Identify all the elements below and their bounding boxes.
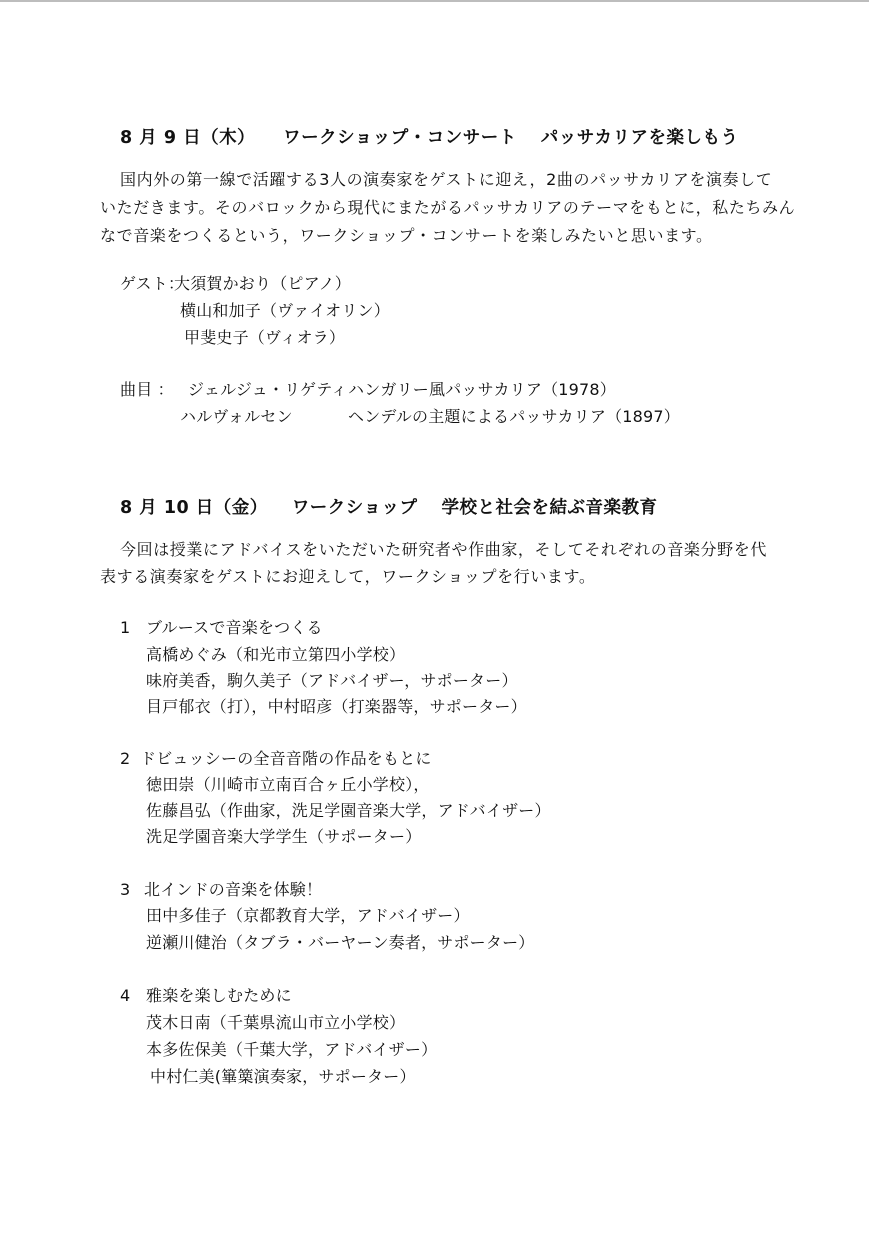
workshop-title: 雅楽を楽しむために	[146, 986, 292, 1005]
workshop-title: ドビュッシーの全音音階の作品をもとに	[140, 749, 432, 768]
section2-heading-title: 学校と社会を結ぶ音楽教育	[441, 498, 658, 518]
workshop-number: 1	[120, 618, 131, 637]
workshop-person: 佐藤昌弘（作曲家，洗足学園音楽大学，アドバイザー）	[146, 801, 551, 820]
guest-item: 大須賀かおり（ピアノ）	[174, 274, 351, 293]
section2-heading	[120, 498, 657, 518]
workshop-person: 逆瀬川健治（タブラ・バーヤーン奏者，サポーター）	[146, 933, 535, 952]
section2-paragraph-line: 表する演奏家をゲストにお迎えして，ワークショップを行います。	[100, 567, 596, 586]
workshop-person: 洗足学園音楽大学学生（サポーター）	[146, 827, 422, 846]
program-composer: ジェルジュ・リゲティ	[188, 380, 348, 399]
program-label: 曲目 ：	[120, 380, 174, 399]
workshop-person: 目戸郁衣（打），中村昭彦（打楽器等，サポーター）	[146, 697, 527, 716]
guest-label: ゲスト：	[120, 274, 185, 293]
section1-paragraph-line: 国内外の第一線で活躍する3人の演奏家をゲストに迎え，2曲のパッサカリアを演奏して	[120, 170, 773, 189]
section2-heading-date: 8 月 10 日（金）	[120, 498, 268, 518]
workshop-person: 茂木日南（千葉県流山市立小学校）	[146, 1013, 406, 1032]
top-border-line	[0, 0, 869, 2]
program-piece: ハンガリー風パッサカリア（1978）	[348, 380, 616, 399]
section1-heading-date: 8 月 9 日（木）	[120, 128, 256, 148]
workshop-person: 徳田崇（川崎市立南百合ヶ丘小学校），	[146, 775, 430, 794]
workshop-person: 中村仁美(篳篥演奏家，サポーター）	[150, 1067, 416, 1086]
workshop-person: 味府美香，駒久美子（アドバイザー，サポーター）	[146, 671, 518, 690]
workshop-title: ブルースで音楽をつくる	[146, 618, 323, 637]
section2-paragraph-line: 今回は授業にアドバイスをいただいた研究者や作曲家，そしてそれぞれの音楽分野を代	[120, 540, 767, 559]
section1-heading-title: パッサカリアを楽しもう	[540, 128, 739, 148]
section1-paragraph-line: いただきます。そのバロックから現代にまたがるパッサカリアのテーマをもとに，私たちみん	[100, 198, 796, 217]
workshop-person: 本多佐保美（千葉大学，アドバイザー）	[146, 1040, 438, 1059]
guest-item: 甲斐史子（ヴィオラ）	[184, 328, 346, 347]
program-piece: ヘンデルの主題によるパッサカリア（1897）	[348, 407, 680, 426]
section1-heading-event: ワークショップ・コンサート	[283, 128, 517, 148]
section2-heading-event: ワークショップ	[291, 498, 418, 518]
workshop-person: 高橋めぐみ（和光市立第四小学校）	[146, 645, 406, 664]
workshop-person: 田中多佳子（京都教育大学，アドバイザー）	[146, 906, 470, 925]
workshop-number: 3	[120, 880, 131, 899]
workshop-title: 北インドの音楽を体験！	[144, 880, 323, 899]
workshop-number: 4	[120, 986, 131, 1005]
guest-item: 横山和加子（ヴァイオリン）	[180, 301, 390, 320]
section1-heading	[120, 128, 738, 148]
workshop-number: 2	[120, 749, 131, 768]
program-composer: ハルヴォルセン	[180, 407, 293, 426]
section1-paragraph-line: なで音楽をつくるという，ワークショップ・コンサートを楽しみたいと思います。	[100, 226, 713, 245]
